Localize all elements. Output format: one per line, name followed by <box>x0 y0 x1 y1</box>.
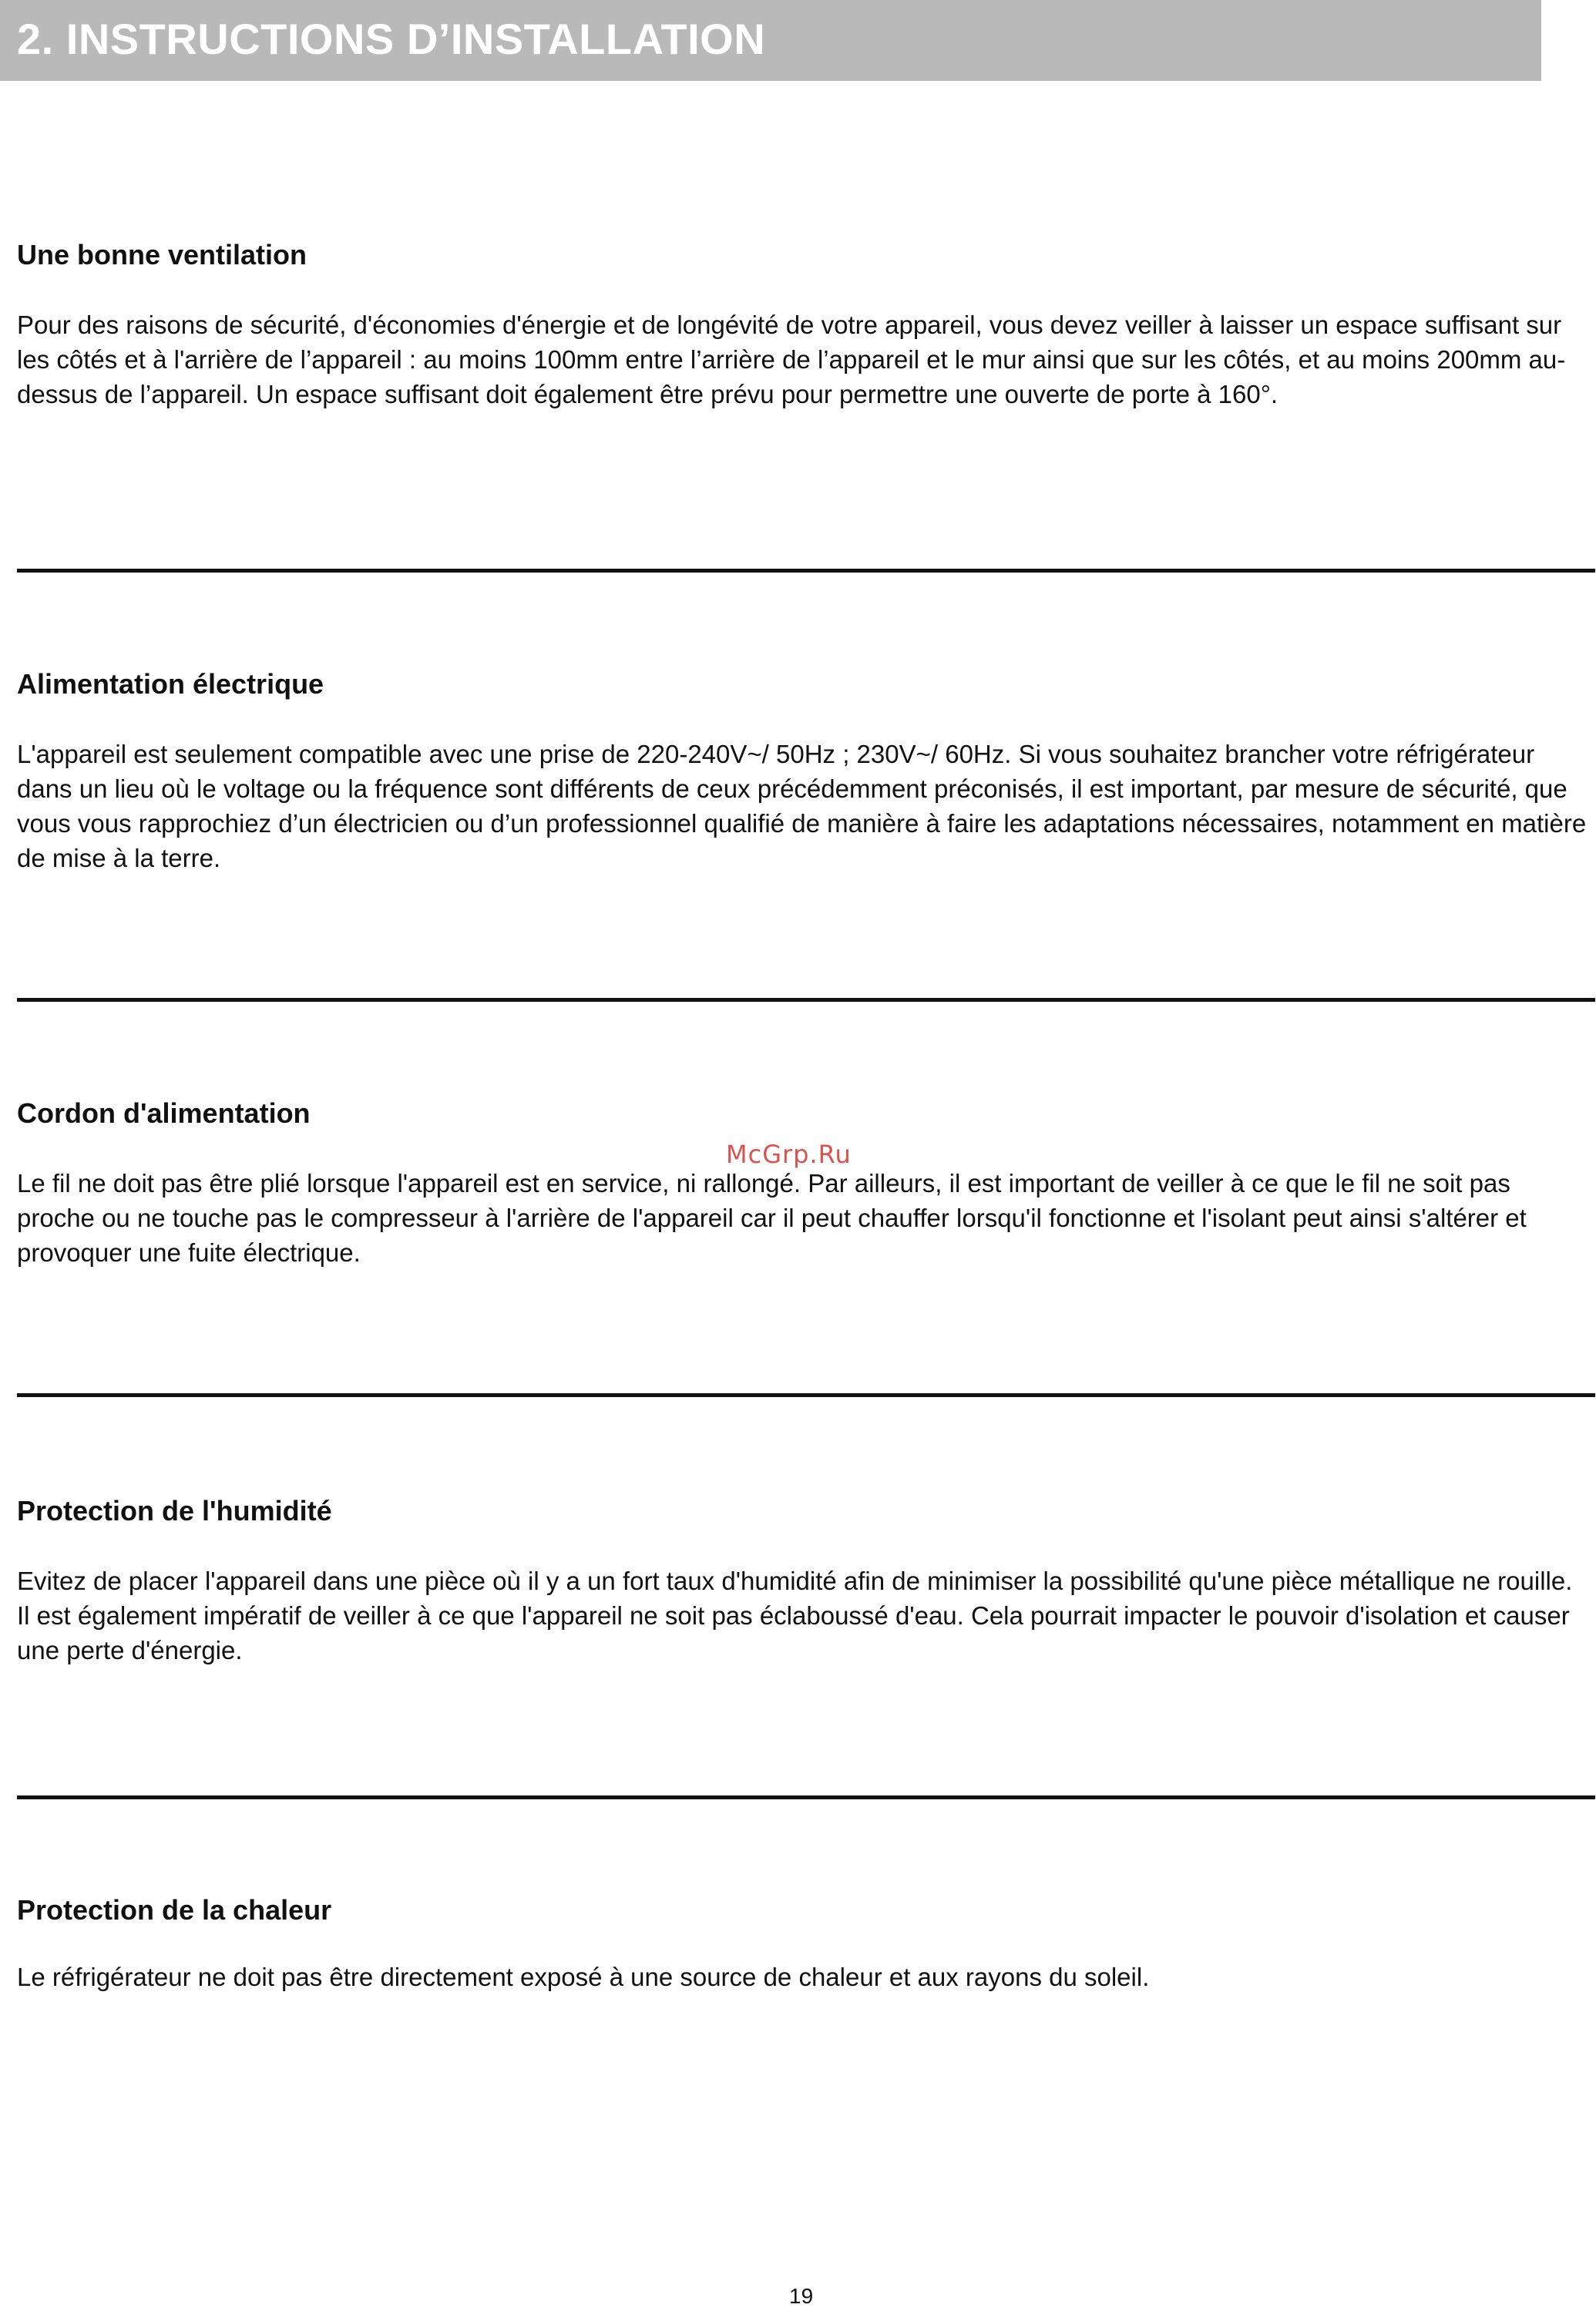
section-header-bar <box>0 0 1541 81</box>
page-title: 2. INSTRUCTIONS D’INSTALLATION <box>17 15 766 63</box>
page-number: 19 <box>789 2284 814 2308</box>
section-body-humidity: Evitez de placer l'appareil dans une pièce où il y a un fort taux d'humidité afin de minimiser la possibilité qu'une pièce métallique ne rouille. Il est également impératif de veiller à ce que l'appareil ne soit pas éclaboussé d'eau. Cela pourrait impacter le pouvoir d'isolation et causer une perte d'énergie. <box>17 1567 1573 1664</box>
section-divider <box>17 1795 1595 1799</box>
section-heading-humidity: Protection de l'humidité <box>17 1495 332 1527</box>
section-heading-ventilation: Une bonne ventilation <box>17 239 307 270</box>
section-body-power-supply: L'appareil est seulement compatible avec une prise de 220-240V~/ 50Hz ; 230V~/ 60Hz. Si vous souhaitez brancher votre réfrigérateur dans un lieu où le voltage ou la fréquence sont différents de ceux précédemment préconisés, il est important, par mesure de sécurité, que vous vous rapprochiez d’un électricien ou d’un professionnel qualifié de manière à faire les adaptations nécessaires, notamment en matière de mise à la terre. <box>17 740 1587 872</box>
section-divider <box>17 569 1595 573</box>
section-body-power-cord: Le fil ne doit pas être plié lorsque l'appareil est en service, ni rallongé. Par ailleurs, il est important de veiller à ce que le fil ne soit pas proche ou ne touche pas le compresseur à l'arrière de l'appareil car il peut chauffer lorsqu'il fonctionne et l'isolant peut ainsi s'altérer et provoquer une fuite électrique. <box>17 1169 1527 1267</box>
section-heading-heat: Protection de la chaleur <box>17 1894 332 1926</box>
section-heading-power-cord: Cordon d'alimentation <box>17 1097 311 1129</box>
section-divider <box>17 1393 1595 1397</box>
section-divider <box>17 998 1595 1002</box>
section-body-heat: Le réfrigérateur ne doit pas être directement exposé à une source de chaleur et aux rayons du soleil. <box>17 1963 1150 1991</box>
section-body-ventilation: Pour des raisons de sécurité, d'économies d'énergie et de longévité de votre appareil, vous devez veiller à laisser un espace suffisant sur les côtés et à l'arrière de l’appareil : au moins 100mm entre l’arrière de l’appareil et le mur ainsi que sur les côtés, et au moins 200mm au-dessus de l’appareil. Un espace suffisant doit également être prévu pour permettre une ouverte de porte à 160°. <box>17 311 1566 408</box>
section-heading-power-supply: Alimentation électrique <box>17 668 324 700</box>
watermark-text: McGrp.Ru <box>726 1140 852 1169</box>
